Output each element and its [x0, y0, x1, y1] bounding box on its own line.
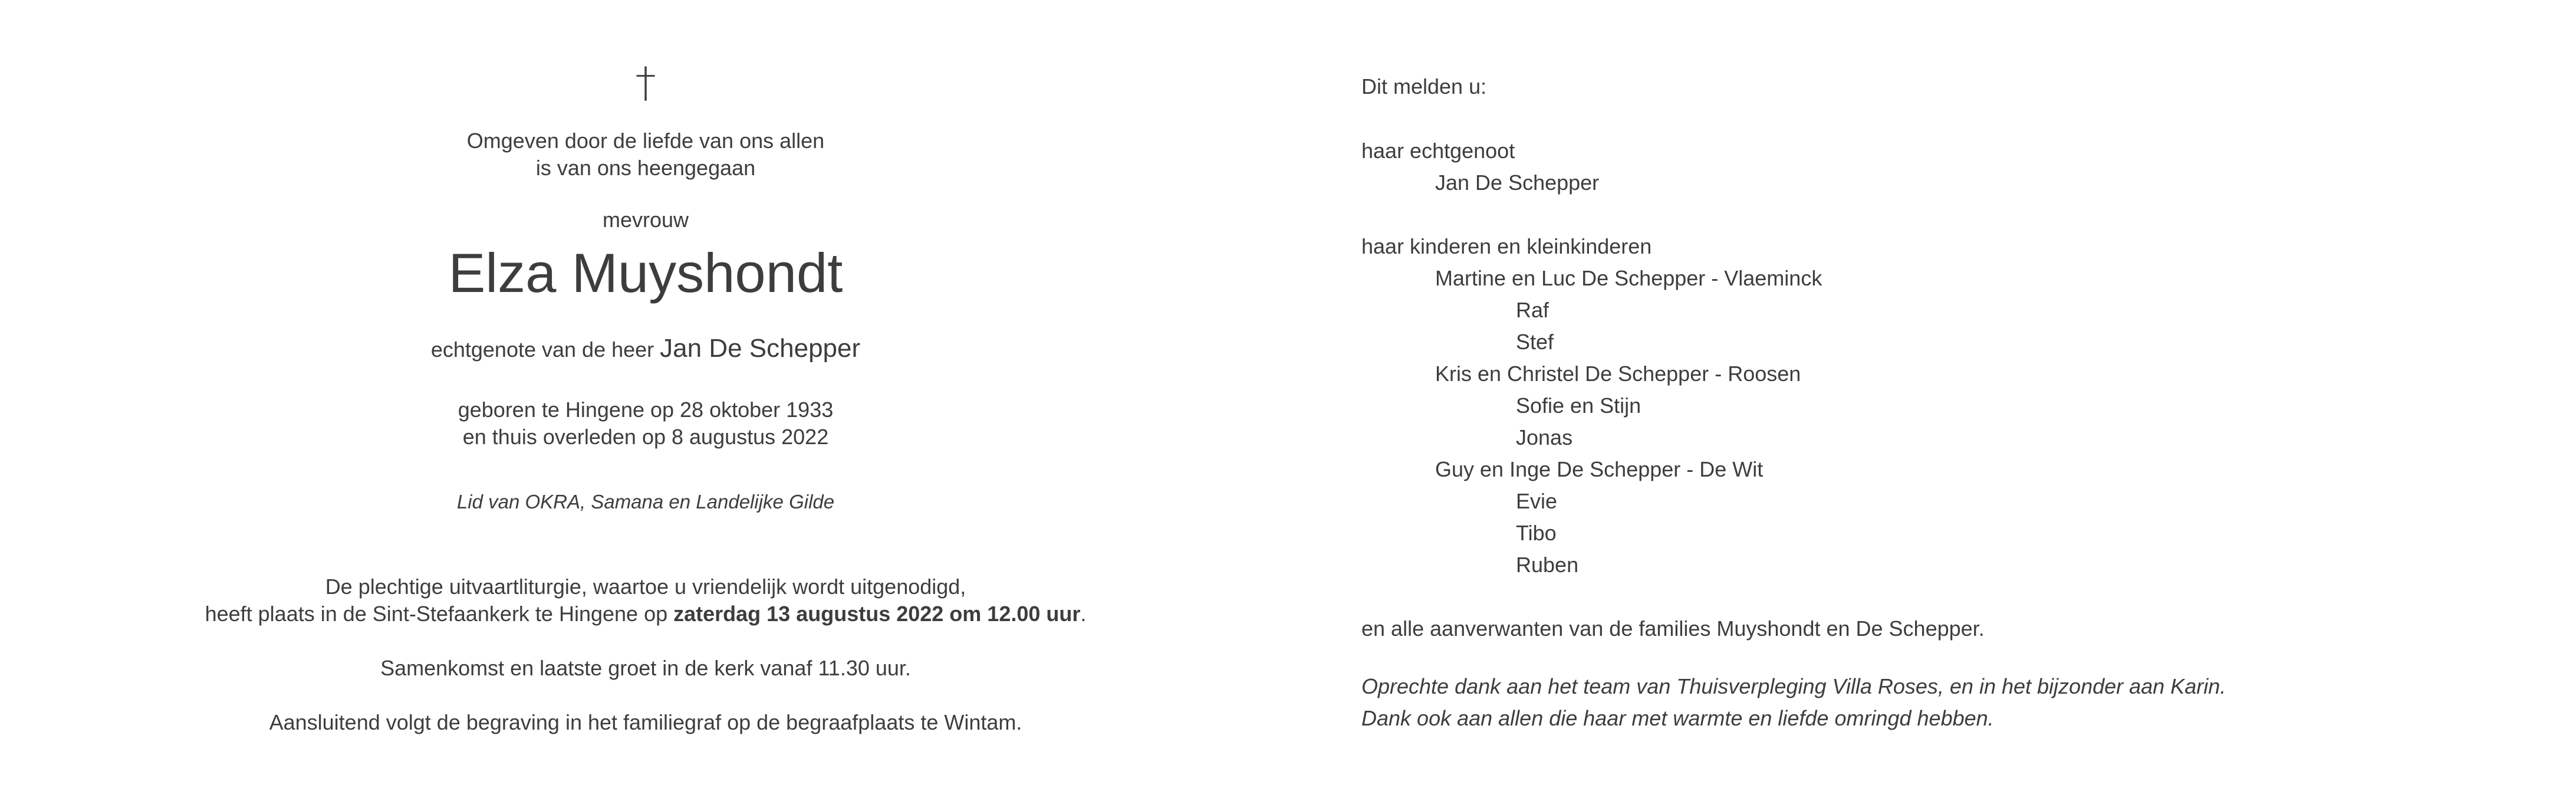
thanks-line-2: Dank ook aan allen die haar met warmte en liefde omringd hebben.: [1361, 706, 1994, 730]
death-line: en thuis overleden op 8 augustus 2022: [462, 425, 829, 449]
grandchild: Sofie en Stijn: [1516, 393, 1641, 418]
spouse-name: Jan De Schepper: [660, 334, 861, 363]
spouse-line: [0, 334, 1291, 365]
family-couple: Martine en Luc De Schepper - Vlaeminck: [1435, 266, 1822, 290]
salutation: mevrouw: [602, 208, 689, 232]
thanks-line-1: Oprechte dank aan het team van Thuisverpleging Villa Roses, en in het bijzonder aan Karin.: [1361, 674, 2226, 698]
grandchild: Evie: [1516, 489, 1558, 513]
relatives-line: en alle aanverwanten van de families Muyshondt en De Schepper.: [1361, 616, 1985, 641]
ceremony-line-2-prefix: heeft plaats in de Sint-Stefaankerk te Hingene op: [205, 602, 674, 626]
grandchild: Tibo: [1516, 521, 1557, 545]
intro-line-1: Omgeven door de liefde van ons allen: [466, 129, 825, 153]
birth-line: geboren te Hingene op 28 oktober 1933: [458, 398, 834, 422]
ceremony-line-1: De plechtige uitvaartliturgie, waartoe u vriendelijk wordt uitgenodigd,: [325, 575, 966, 599]
grandchild: Stef: [1516, 330, 1554, 354]
burial-line: Aansluitend volgt de begraving in het familiegraf op de begraafplaats te Wintam.: [269, 710, 1022, 734]
meeting-line: Samenkomst en laatste groet in de kerk vanaf 11.30 uur.: [380, 656, 911, 680]
right-panel: [1361, 0, 2541, 801]
ceremony-line-2: [0, 600, 1291, 628]
ceremony-line-2-suffix: .: [1080, 602, 1087, 626]
intro-text: [0, 127, 1291, 182]
life-dates: [0, 396, 1291, 451]
family-couple: Guy en Inge De Schepper - De Wit: [1435, 457, 1764, 481]
deceased-name: Elza Muyshondt: [448, 242, 843, 304]
spouse-prefix: echtgenote van de heer: [430, 337, 660, 362]
cross-symbol: †: [635, 58, 656, 107]
spouse-name-right: Jan De Schepper: [1435, 170, 1600, 195]
spouse-heading: haar echtgenoot: [1361, 139, 1515, 163]
ceremony-text: [0, 573, 1291, 628]
intro-line-2: is van ons heengegaan: [535, 156, 756, 180]
ceremony-datetime: zaterdag 13 augustus 2022 om 12.00 uur: [673, 602, 1081, 626]
grandchild: Ruben: [1516, 553, 1579, 577]
announcer-line: Dit melden u:: [1361, 74, 1487, 99]
grandchild: Jonas: [1516, 425, 1573, 449]
children-heading: haar kinderen en kleinkinderen: [1361, 234, 1652, 258]
membership-line: Lid van OKRA, Samana en Landelijke Gilde: [456, 491, 835, 513]
family-couple: Kris en Christel De Schepper - Roosen: [1435, 362, 1801, 386]
grandchild: Raf: [1516, 298, 1549, 322]
